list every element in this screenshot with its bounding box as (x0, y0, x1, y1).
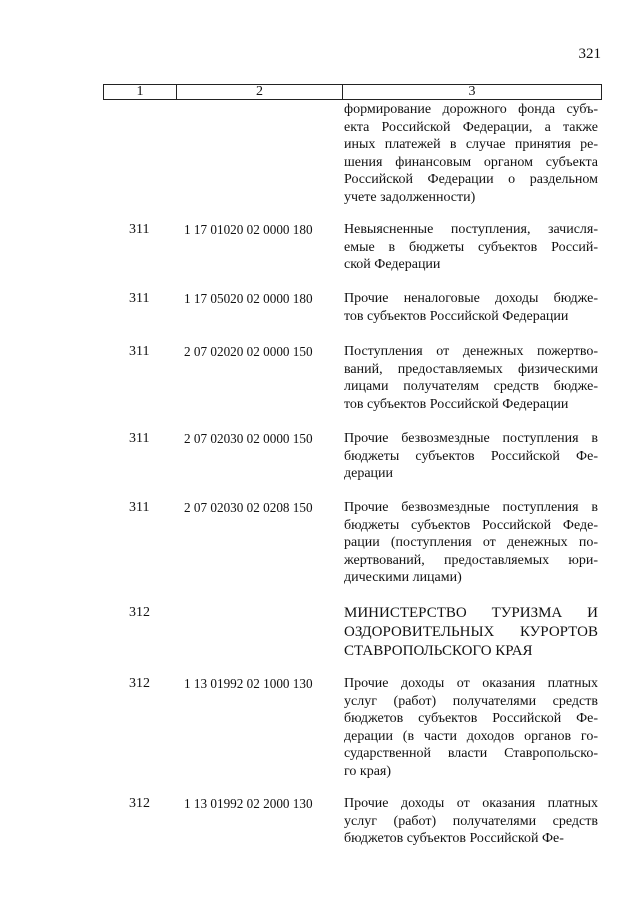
description-line: жертвований, предоставляемых юри- (344, 552, 598, 568)
description-line: лицами получателям средств бюдже- (344, 379, 598, 395)
description-line: МИНИСТЕРСТВО ТУРИЗМА И (344, 605, 598, 621)
column-header-table (103, 84, 602, 100)
description-line: дическими лицами) (344, 570, 462, 586)
description-line: Российской Федерации о раздельном (344, 172, 598, 188)
description-line: Поступления от денежных пожертво- (344, 344, 598, 359)
column-header-2: 2 (177, 85, 343, 100)
description-line: тов субъектов Российской Федерации (344, 308, 569, 324)
description-line: СТАВРОПОЛЬСКОГО КРАЯ (344, 643, 533, 659)
revenue-description (344, 795, 598, 848)
description-line: Прочие доходы от оказания платных (344, 676, 598, 691)
revenue-code: 2 07 02030 02 0000 150 (184, 431, 313, 446)
description-line: бюджетов субъектов Российской Фе- (344, 711, 598, 727)
column-header-3: 3 (343, 85, 602, 100)
description-line: услуг (работ) получателями средств (344, 813, 598, 829)
revenue-code: 1 13 01992 02 1000 130 (184, 676, 313, 691)
revenue-code: 1 17 01020 02 0000 180 (184, 222, 313, 237)
revenue-code: 1 13 01992 02 2000 130 (184, 796, 313, 811)
description-line: екта Российской Федерации, а также (344, 119, 598, 135)
description-line: Невыясненные поступления, зачисля- (344, 222, 598, 237)
revenue-description (344, 101, 598, 207)
revenue-description (344, 290, 598, 325)
admin-code: 312 (129, 676, 150, 691)
admin-code: 311 (129, 222, 150, 237)
admin-code: 312 (129, 796, 150, 811)
column-header-row (104, 85, 602, 100)
description-line: шения финансовым органом субъекта (344, 154, 598, 170)
page-number: 321 (578, 46, 601, 62)
description-line: емые в бюджеты субъектов Россий- (344, 239, 598, 255)
description-line: рации (поступления от денежных по- (344, 535, 598, 551)
description-line: услуг (работ) получателями средств (344, 693, 598, 709)
description-line: иных платежей в случае принятия ре- (344, 137, 598, 153)
revenue-description (344, 430, 598, 483)
description-line: формирование дорожного фонда субъ- (344, 102, 598, 117)
description-line: бюджетов субъектов Российской Фе- (344, 831, 564, 847)
description-line: ской Федерации (344, 257, 441, 273)
description-line: дерации (344, 466, 394, 482)
description-line: бюджеты субъектов Российской Феде- (344, 517, 598, 533)
revenue-code: 2 07 02030 02 0208 150 (184, 500, 313, 515)
revenue-code: 1 17 05020 02 0000 180 (184, 291, 313, 306)
description-line: Прочие безвозмездные поступления в (344, 500, 598, 515)
description-line: ОЗДОРОВИТЕЛЬНЫХ КУРОРТОВ (344, 624, 598, 640)
revenue-description (344, 343, 598, 413)
description-line: Прочие безвозмездные поступления в (344, 431, 598, 446)
description-line: го края) (344, 763, 392, 779)
description-line: учете задолженности) (344, 189, 476, 205)
description-line: Прочие неналоговые доходы бюдже- (344, 291, 598, 306)
column-header-1: 1 (104, 85, 177, 100)
revenue-description (344, 221, 598, 274)
admin-code: 311 (129, 344, 150, 359)
admin-code: 312 (129, 605, 150, 620)
description-line: ваний, предоставляемых физическими (344, 361, 598, 377)
description-line: тов субъектов Российской Федерации (344, 396, 569, 412)
revenue-code: 2 07 02020 02 0000 150 (184, 344, 313, 359)
revenue-description (344, 499, 598, 587)
admin-code: 311 (129, 431, 150, 446)
description-line: бюджеты субъектов Российской Фе- (344, 448, 598, 464)
ministry-heading (344, 604, 598, 661)
description-line: дерации (в части доходов органов го- (344, 728, 598, 744)
description-line: сударственной власти Ставропольско- (344, 746, 598, 762)
description-line: Прочие доходы от оказания платных (344, 796, 598, 811)
admin-code: 311 (129, 291, 150, 306)
revenue-description (344, 675, 598, 781)
admin-code: 311 (129, 500, 150, 515)
